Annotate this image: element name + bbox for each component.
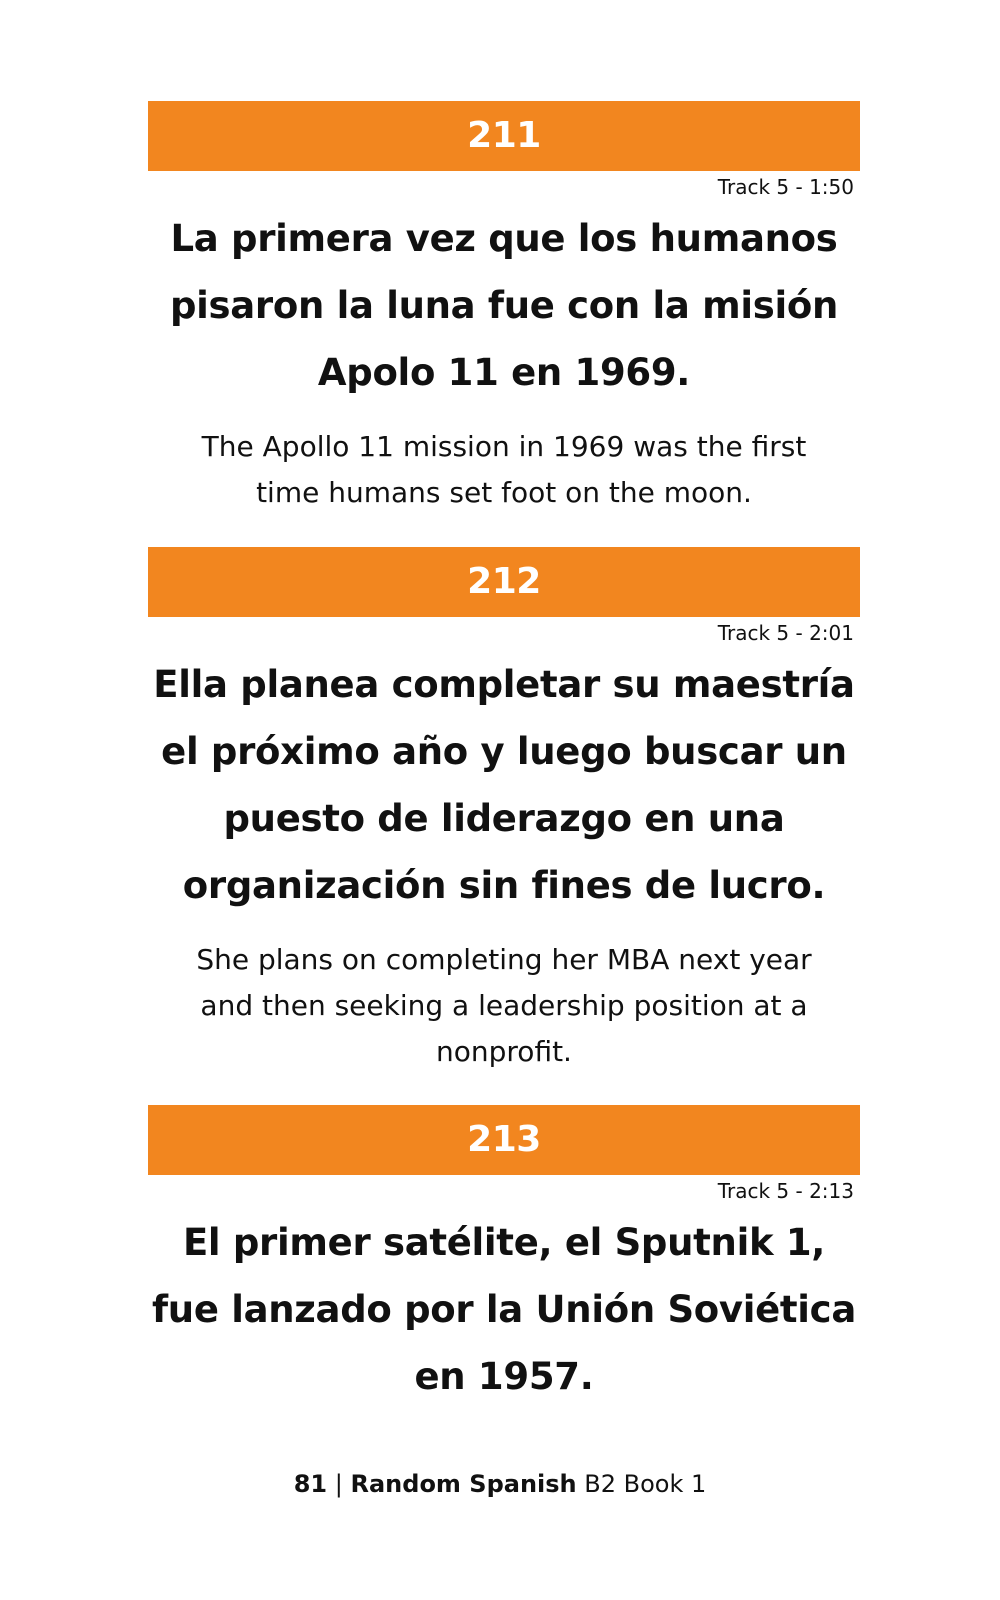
footer-separator: | — [334, 1470, 343, 1498]
entry-number-banner: 211 — [148, 101, 860, 171]
audio-track-reference: Track 5 - 1:50 — [717, 175, 854, 199]
page-footer — [0, 1466, 1000, 1502]
english-translation: She plans on completing her MBA next year and then seeking a leadership position at a nonprofit. — [196, 943, 812, 1068]
english-translation: The Apollo 11 mission in 1969 was the first time humans set foot on the moon. — [201, 430, 807, 509]
entry-211 — [148, 101, 860, 516]
audio-track-reference: Track 5 - 2:13 — [717, 1179, 854, 1203]
audio-track-reference: Track 5 - 2:01 — [717, 621, 854, 645]
spanish-sentence: La primera vez que los humanos pisaron la luna fue con la misión Apolo 11 en 1969. — [169, 217, 839, 394]
entry-number-banner: 213 — [148, 1105, 860, 1175]
spanish-sentence: El primer satélite, el Sputnik 1, fue lanzado por la Unión Soviética en 1957. — [151, 1221, 856, 1398]
page-number: 81 — [293, 1470, 328, 1498]
entry-212 — [148, 547, 860, 1075]
book-title-bold: Random Spanish — [350, 1470, 577, 1498]
book-title-rest: B2 Book 1 — [584, 1470, 707, 1498]
entry-number-banner: 212 — [148, 547, 860, 617]
spanish-sentence: Ella planea completar su maestría el próximo año y luego buscar un puesto de liderazgo en una organización sin fines de lucro. — [153, 663, 855, 907]
entry-213 — [148, 1105, 860, 1410]
